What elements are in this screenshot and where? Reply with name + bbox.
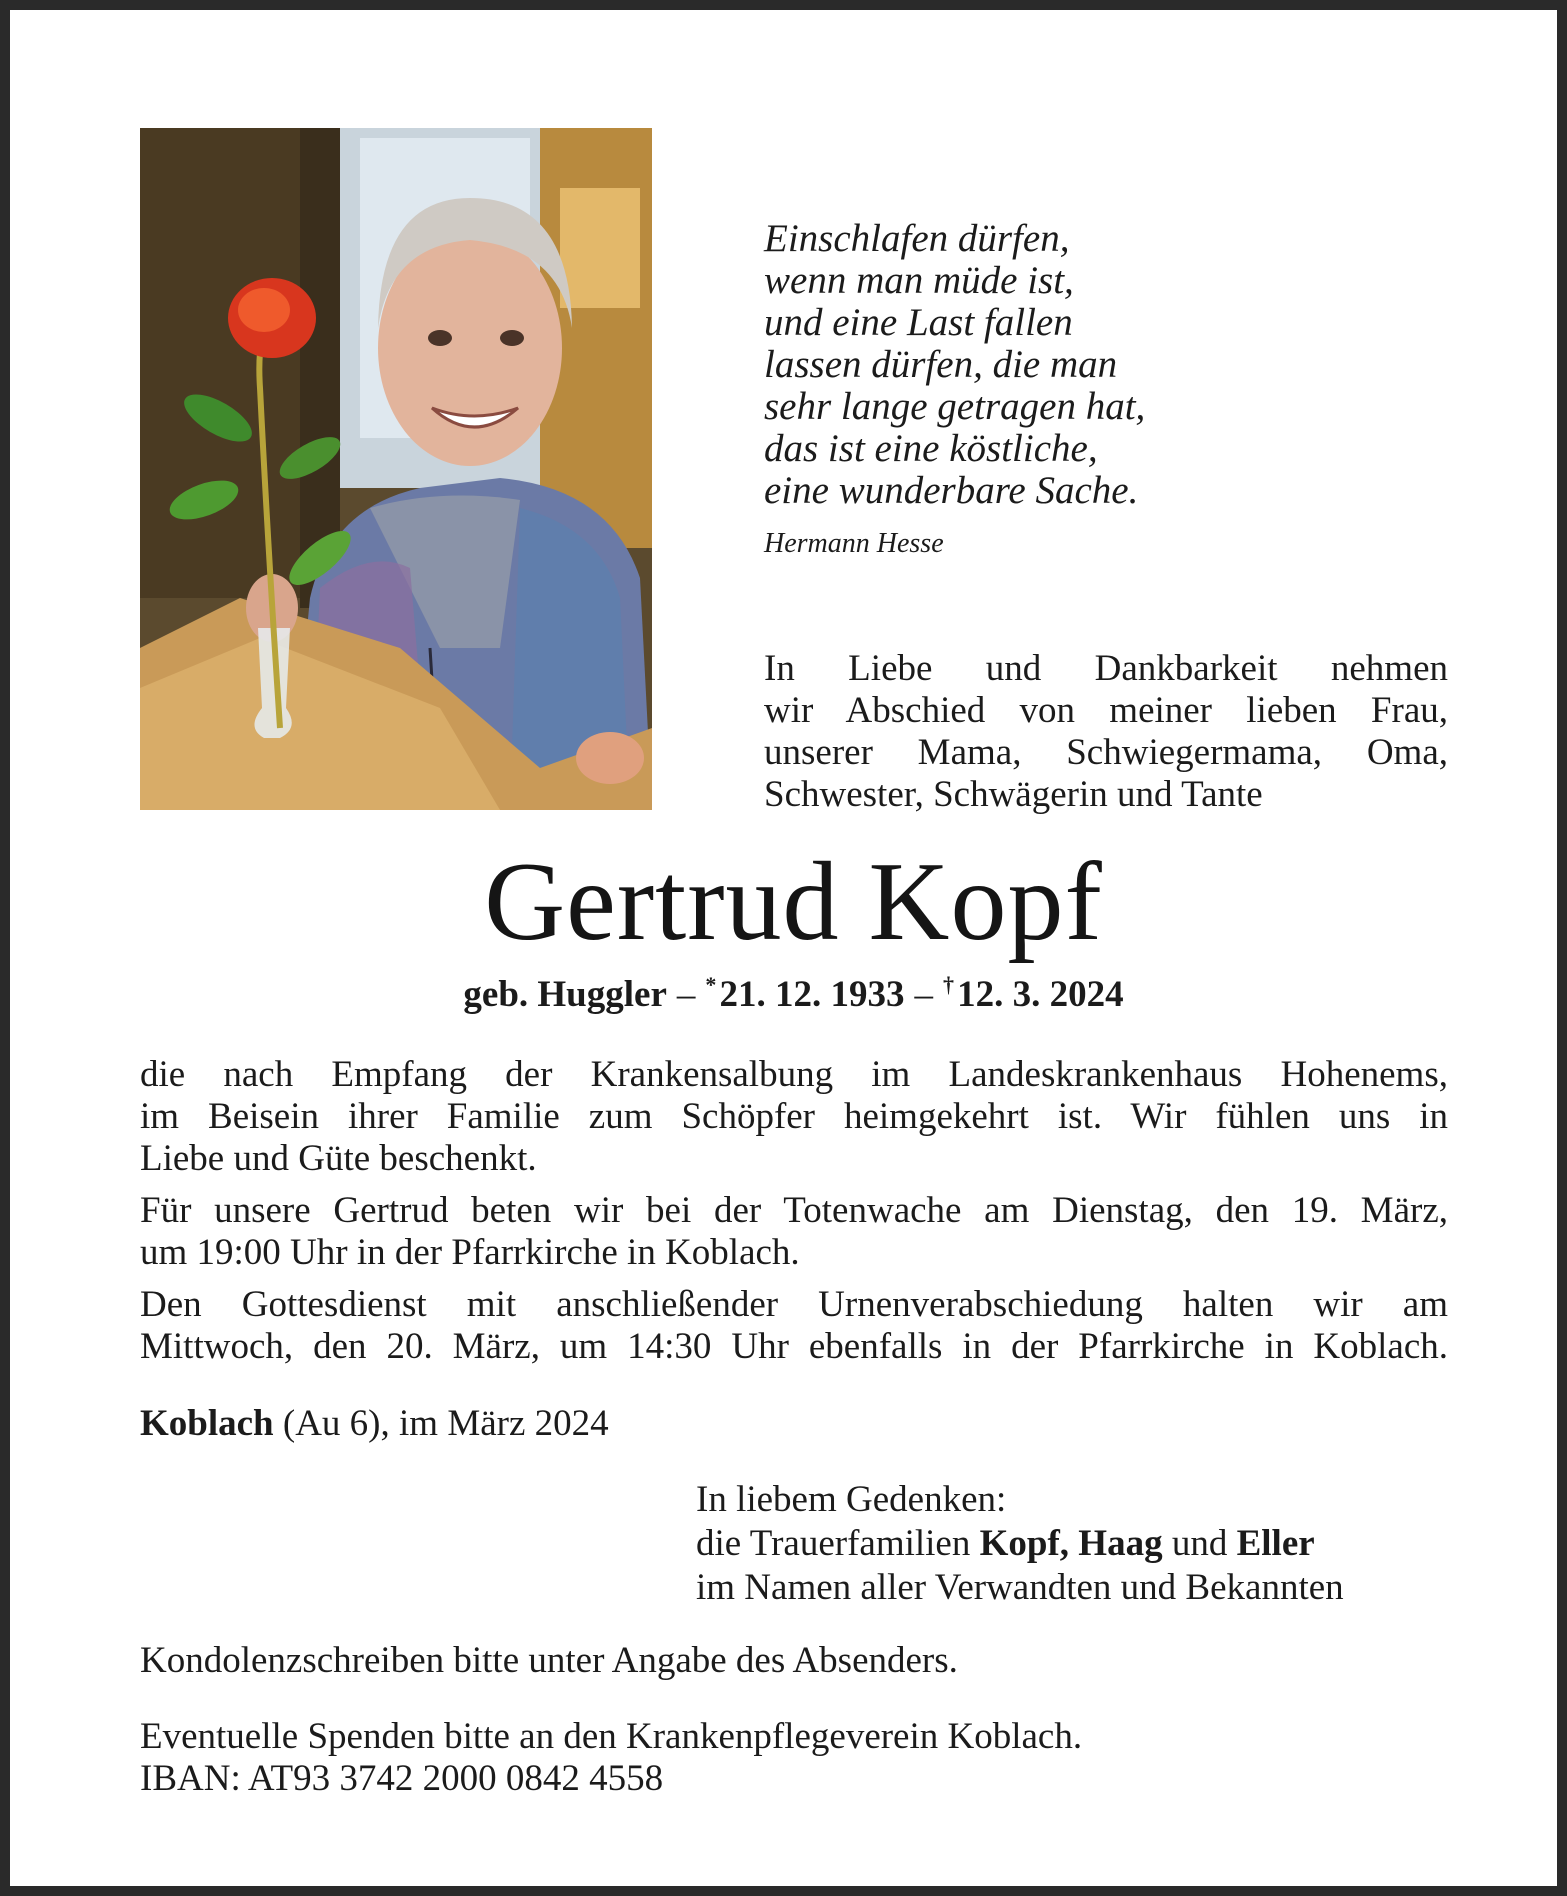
donation-line: Eventuelle Spenden bitte an den Krankenpflegeverein Koblach. xyxy=(140,1716,1083,1757)
poem-line: Einschlafen dürfen, xyxy=(764,217,1070,260)
birth-date: 21. 12. 1933 xyxy=(719,974,905,1015)
paragraph-line: Den Gottesdienst mit anschließender Urnenverabschiedung halten wir am xyxy=(140,1284,1448,1325)
paragraph-line: um 19:00 Uhr in der Pfarrkirche in Koblach. xyxy=(140,1232,800,1273)
intro-line: In Liebe und Dankbarkeit nehmen xyxy=(764,648,1448,689)
paragraph-passing xyxy=(140,1054,1448,1180)
poem-line: das ist eine köstliche, xyxy=(764,427,1098,470)
signature-line: In liebem Gedenken: xyxy=(696,1479,1007,1520)
life-dates xyxy=(10,972,1567,1016)
paragraph-line: im Beisein ihrer Familie zum Schöpfer heimgekehrt ist. Wir fühlen uns in xyxy=(140,1096,1448,1137)
and-word: und xyxy=(1162,1523,1237,1564)
intro-line: Schwester, Schwägerin und Tante xyxy=(764,774,1263,815)
birth-symbol: * xyxy=(705,972,717,997)
place-and-date xyxy=(140,1402,609,1445)
poem xyxy=(764,218,1324,512)
separator: – xyxy=(676,974,696,1015)
signature-prefix: die Trauerfamilien xyxy=(696,1523,980,1564)
poem-line: lassen dürfen, die man xyxy=(764,343,1118,386)
donation-note xyxy=(140,1716,1082,1800)
paragraph-line: die nach Empfang der Krankensalbung im Landeskrankenhaus Hohenems, xyxy=(140,1054,1448,1095)
paragraph-line: Mittwoch, den 20. März, um 14:30 Uhr ebenfalls in der Pfarrkirche in Koblach. xyxy=(140,1326,1448,1367)
intro-line: wir Abschied von meiner lieben Frau, xyxy=(764,690,1448,731)
place-rest: (Au 6), im März 2024 xyxy=(273,1403,609,1444)
signature-line: im Namen aller Verwandten und Bekannten xyxy=(696,1567,1344,1608)
maiden-name: geb. Huggler xyxy=(463,974,667,1015)
poem-line: sehr lange getragen hat, xyxy=(764,385,1146,428)
deceased-name: Gertrud Kopf xyxy=(484,840,1103,964)
separator: – xyxy=(914,974,933,1015)
paragraph-line: Für unsere Gertrud beten wir bei der Totenwache am Dienstag, den 19. März, xyxy=(140,1190,1448,1231)
condolence-note xyxy=(140,1640,958,1682)
signature-line xyxy=(696,1522,1456,1566)
paragraph-line: Liebe und Güte beschenkt. xyxy=(140,1138,537,1179)
poem-line: wenn man müde ist, xyxy=(764,259,1074,302)
place-town: Koblach xyxy=(140,1403,274,1444)
portrait-illustration xyxy=(140,128,652,810)
death-date: 12. 3. 2024 xyxy=(957,974,1124,1015)
poem-line: eine wunderbare Sache. xyxy=(764,469,1139,512)
death-symbol: † xyxy=(942,972,954,997)
poem-author: Hermann Hesse xyxy=(764,528,944,559)
paragraph-vigil xyxy=(140,1190,1448,1274)
family-names: Kopf, Haag xyxy=(979,1523,1163,1564)
paragraph-service xyxy=(140,1284,1448,1368)
intro-line: unserer Mama, Schwiegermama, Oma, xyxy=(764,732,1448,773)
signature-block xyxy=(696,1478,1456,1610)
poem-line: und eine Last fallen xyxy=(764,301,1073,344)
intro-text xyxy=(764,648,1448,816)
portrait-photo xyxy=(140,128,652,810)
family-name-last: Eller xyxy=(1236,1523,1315,1564)
iban-line: IBAN: AT93 3742 2000 0842 4558 xyxy=(140,1758,664,1799)
condolence-line: Kondolenzschreiben bitte unter Angabe des Absenders. xyxy=(140,1640,958,1681)
